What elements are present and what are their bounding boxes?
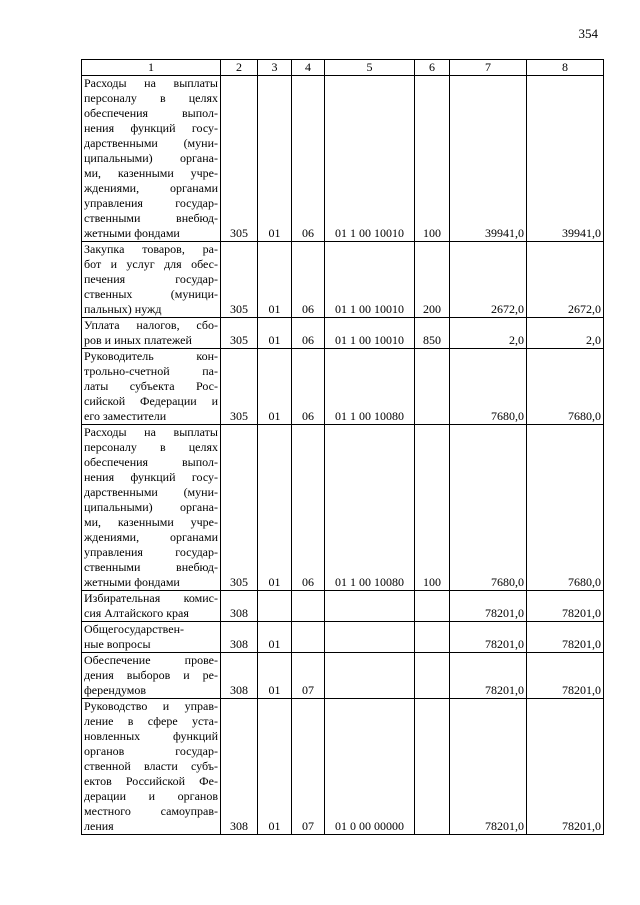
section-cell: 01 <box>258 699 292 835</box>
expense-name-line: ственных (муници- <box>84 287 218 301</box>
expense-name-line: нения функций госу- <box>84 470 218 484</box>
expense-name-line: Расходы на выплаты <box>84 76 218 90</box>
expense-name-line: ектов Российской Фе- <box>84 774 218 788</box>
expense-name-line: дарственными (муни- <box>84 136 218 150</box>
expense-name-line: пальных) нужд <box>84 302 162 316</box>
expense-name-line: обеспечения выпол- <box>84 106 218 120</box>
expense-name-line: бот и услуг для обес- <box>84 257 218 271</box>
expense-name-cell <box>82 318 221 349</box>
ved-cell: 308 <box>221 591 258 622</box>
expense-name-line: управления государ- <box>84 196 218 210</box>
expense-type-cell <box>415 653 450 699</box>
amount-cell: 2,0 <box>450 318 527 349</box>
expense-name-line: ления <box>84 819 114 833</box>
ved-cell: 308 <box>221 653 258 699</box>
subsection-cell <box>292 591 325 622</box>
subsection-cell: 07 <box>292 699 325 835</box>
expense-name-line: ственными внебюд- <box>84 560 218 574</box>
amount-cell: 39941,0 <box>450 76 527 242</box>
expense-name-line: новленных функций <box>84 729 218 743</box>
section-cell <box>258 591 292 622</box>
expense-name-line: его заместители <box>84 409 167 423</box>
amount-cell: 78201,0 <box>450 653 527 699</box>
section-cell: 01 <box>258 425 292 591</box>
amount-cell: 7680,0 <box>450 349 527 425</box>
table-row <box>82 242 604 318</box>
target-article-cell <box>325 622 415 653</box>
subsection-cell: 06 <box>292 76 325 242</box>
amount-cell: 7680,0 <box>527 349 604 425</box>
expense-type-cell: 200 <box>415 242 450 318</box>
target-article-cell: 01 0 00 00000 <box>325 699 415 835</box>
section-cell: 01 <box>258 622 292 653</box>
amount-cell: 39941,0 <box>527 76 604 242</box>
expense-name-line: ственными внебюд- <box>84 211 218 225</box>
expense-name-line: Обеспечение прове- <box>84 653 218 667</box>
section-cell: 01 <box>258 242 292 318</box>
expense-type-cell <box>415 622 450 653</box>
column-header-1: 1 <box>82 60 221 76</box>
expense-name-line: латы субъекта Рос- <box>84 379 218 393</box>
expense-name-line: управления государ- <box>84 545 218 559</box>
expense-name-line: обеспечения выпол- <box>84 455 218 469</box>
expense-name-cell <box>82 699 221 835</box>
expense-name-line: Избирательная комис- <box>84 591 218 605</box>
ved-cell: 305 <box>221 76 258 242</box>
expense-name-line: Расходы на выплаты <box>84 425 218 439</box>
ved-cell: 308 <box>221 699 258 835</box>
expense-name-line: Руководитель кон- <box>84 349 218 363</box>
expense-name-line: ципальными) органа- <box>84 151 218 165</box>
expense-name-line: ные вопросы <box>84 637 151 651</box>
column-header-8: 8 <box>527 60 604 76</box>
expense-name-line: печения государ- <box>84 272 218 286</box>
expense-name-line: сия Алтайского края <box>84 606 189 620</box>
expense-type-cell <box>415 349 450 425</box>
subsection-cell <box>292 622 325 653</box>
expense-name-line: ление в сфере уста- <box>84 714 218 728</box>
page-number: 354 <box>578 26 598 41</box>
expense-name-line: жетными фондами <box>84 226 180 240</box>
column-header-2: 2 <box>221 60 258 76</box>
expense-name-cell <box>82 76 221 242</box>
column-header-7: 7 <box>450 60 527 76</box>
expense-name-line: дения выборов и ре- <box>84 668 218 682</box>
subsection-cell: 06 <box>292 425 325 591</box>
expense-name-line: ферендумов <box>84 683 147 697</box>
ved-cell: 305 <box>221 318 258 349</box>
amount-cell: 2,0 <box>527 318 604 349</box>
amount-cell: 78201,0 <box>527 591 604 622</box>
column-header-6: 6 <box>415 60 450 76</box>
ved-cell: 308 <box>221 622 258 653</box>
section-cell: 01 <box>258 76 292 242</box>
expense-name-line: ми, казенными учре- <box>84 166 218 180</box>
amount-cell: 7680,0 <box>527 425 604 591</box>
expense-name-cell <box>82 425 221 591</box>
amount-cell: 78201,0 <box>450 622 527 653</box>
expense-name-line: персоналу в целях <box>84 91 218 105</box>
subsection-cell: 06 <box>292 318 325 349</box>
table-row <box>82 76 604 242</box>
expense-name-line: ципальными) органа- <box>84 500 218 514</box>
expense-name-cell <box>82 242 221 318</box>
ved-cell: 305 <box>221 349 258 425</box>
amount-cell: 2672,0 <box>527 242 604 318</box>
target-article-cell: 01 1 00 10010 <box>325 242 415 318</box>
amount-cell: 78201,0 <box>527 699 604 835</box>
table-row <box>82 318 604 349</box>
column-header-3: 3 <box>258 60 292 76</box>
expense-name-line: персоналу в целях <box>84 440 218 454</box>
table-row <box>82 622 604 653</box>
target-article-cell <box>325 591 415 622</box>
expense-name-line: Закупка товаров, ра- <box>84 242 218 256</box>
expense-type-cell: 850 <box>415 318 450 349</box>
amount-cell: 7680,0 <box>450 425 527 591</box>
expense-name-cell <box>82 653 221 699</box>
table-row <box>82 699 604 835</box>
expense-name-cell <box>82 622 221 653</box>
section-cell: 01 <box>258 653 292 699</box>
table-row <box>82 591 604 622</box>
expense-name-line: ственной власти субъ- <box>84 759 218 773</box>
expense-name-line: ждениями, органами <box>84 181 218 195</box>
budget-table <box>81 59 604 835</box>
amount-cell: 78201,0 <box>527 622 604 653</box>
expense-name-line: трольно-счетной па- <box>84 364 218 378</box>
amount-cell: 78201,0 <box>450 699 527 835</box>
table-row <box>82 349 604 425</box>
expense-name-line: ров и иных платежей <box>84 333 192 347</box>
target-article-cell <box>325 653 415 699</box>
table-row <box>82 653 604 699</box>
table-body <box>82 76 604 835</box>
expense-type-cell <box>415 699 450 835</box>
amount-cell: 78201,0 <box>450 591 527 622</box>
table-row <box>82 425 604 591</box>
subsection-cell: 06 <box>292 349 325 425</box>
expense-type-cell: 100 <box>415 76 450 242</box>
subsection-cell: 07 <box>292 653 325 699</box>
column-header-4: 4 <box>292 60 325 76</box>
column-header-5: 5 <box>325 60 415 76</box>
header-row <box>82 60 604 76</box>
ved-cell: 305 <box>221 242 258 318</box>
subsection-cell: 06 <box>292 242 325 318</box>
target-article-cell: 01 1 00 10010 <box>325 76 415 242</box>
target-article-cell: 01 1 00 10080 <box>325 349 415 425</box>
expense-name-line: нения функций госу- <box>84 121 218 135</box>
expense-name-line: органов государ- <box>84 744 218 758</box>
expense-name-cell <box>82 591 221 622</box>
expense-name-line: Руководство и управ- <box>84 699 218 713</box>
expense-name-line: дерации и органов <box>84 789 218 803</box>
target-article-cell: 01 1 00 10010 <box>325 318 415 349</box>
section-cell: 01 <box>258 349 292 425</box>
target-article-cell: 01 1 00 10080 <box>325 425 415 591</box>
expense-name-line: ждениями, органами <box>84 530 218 544</box>
expense-name-line: дарственными (муни- <box>84 485 218 499</box>
expense-name-line: местного самоуправ- <box>84 804 218 818</box>
expense-name-line: Общегосударствен- <box>84 622 185 636</box>
expense-name-line: сийской Федерации и <box>84 394 218 408</box>
amount-cell: 2672,0 <box>450 242 527 318</box>
expense-type-cell: 100 <box>415 425 450 591</box>
section-cell: 01 <box>258 318 292 349</box>
ved-cell: 305 <box>221 425 258 591</box>
expense-name-cell <box>82 349 221 425</box>
expense-name-line: жетными фондами <box>84 575 180 589</box>
expense-type-cell <box>415 591 450 622</box>
expense-name-line: Уплата налогов, сбо- <box>84 318 218 332</box>
expense-name-line: ми, казенными учре- <box>84 515 218 529</box>
amount-cell: 78201,0 <box>527 653 604 699</box>
